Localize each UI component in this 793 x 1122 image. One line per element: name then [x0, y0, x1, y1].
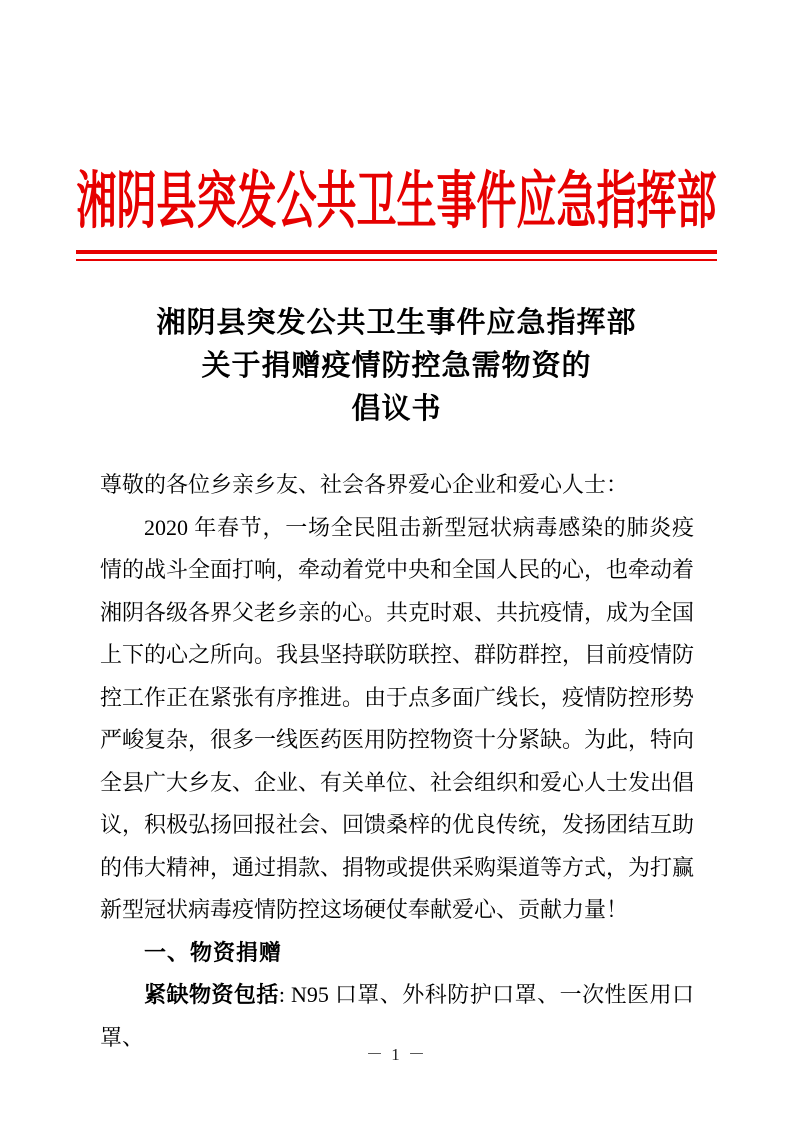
supplies-label: 紧缺物资包括: [144, 982, 279, 1007]
red-separator-thin: [76, 259, 717, 261]
document-title: [0, 302, 793, 431]
salutation: 尊敬的各位乡亲乡友、社会各界爱心企业和爱心人士：: [100, 472, 629, 497]
document-title-line-2: 关于捐赠疫情防控急需物资的: [201, 350, 592, 382]
letterhead-title: 湘阴县突发公共卫生事件应急指挥部: [76, 165, 717, 236]
red-separator-thick: [76, 250, 717, 254]
document-body: [100, 464, 694, 1059]
document-title-line-1: 湘阴县突发公共卫生事件应急指挥部: [156, 307, 637, 339]
page-number: － 1 －: [366, 1045, 427, 1064]
opening-paragraph: 2020 年春节，一场全民阻击新型冠状病毒感染的肺炎疫情的战斗全面打响，牵动着党中央和全国人民的心，也牵动着湘阴各级各界父老乡亲的心。共克时艰、共抗疫情，成为全国上下的心之所向。我县坚持联防联控、群防群控，目前疫情防控工作正在紧张有序推进。由于点多面广线长，疫情防控形势严峻复杂，很多一线医药医用防控物资十分紧缺。为此，特向全县广大乡友、企业、有关单位、社会组织和爱心人士发出倡议，积极弘扬回报社会、回馈桑梓的优良传统，发扬团结互助的伟大精神，通过捐款、捐物或提供采购渠道等方式，为打赢新型冠状病毒疫情防控这场硬仗奉献爱心、贡献力量！: [100, 514, 695, 922]
section-heading-material-donation: 一、物资捐赠: [144, 939, 283, 965]
document-title-line-3: 倡议书: [351, 393, 442, 425]
supplies-text: : N95 口罩、外科防护口罩、一次性医用口罩、: [100, 982, 694, 1050]
